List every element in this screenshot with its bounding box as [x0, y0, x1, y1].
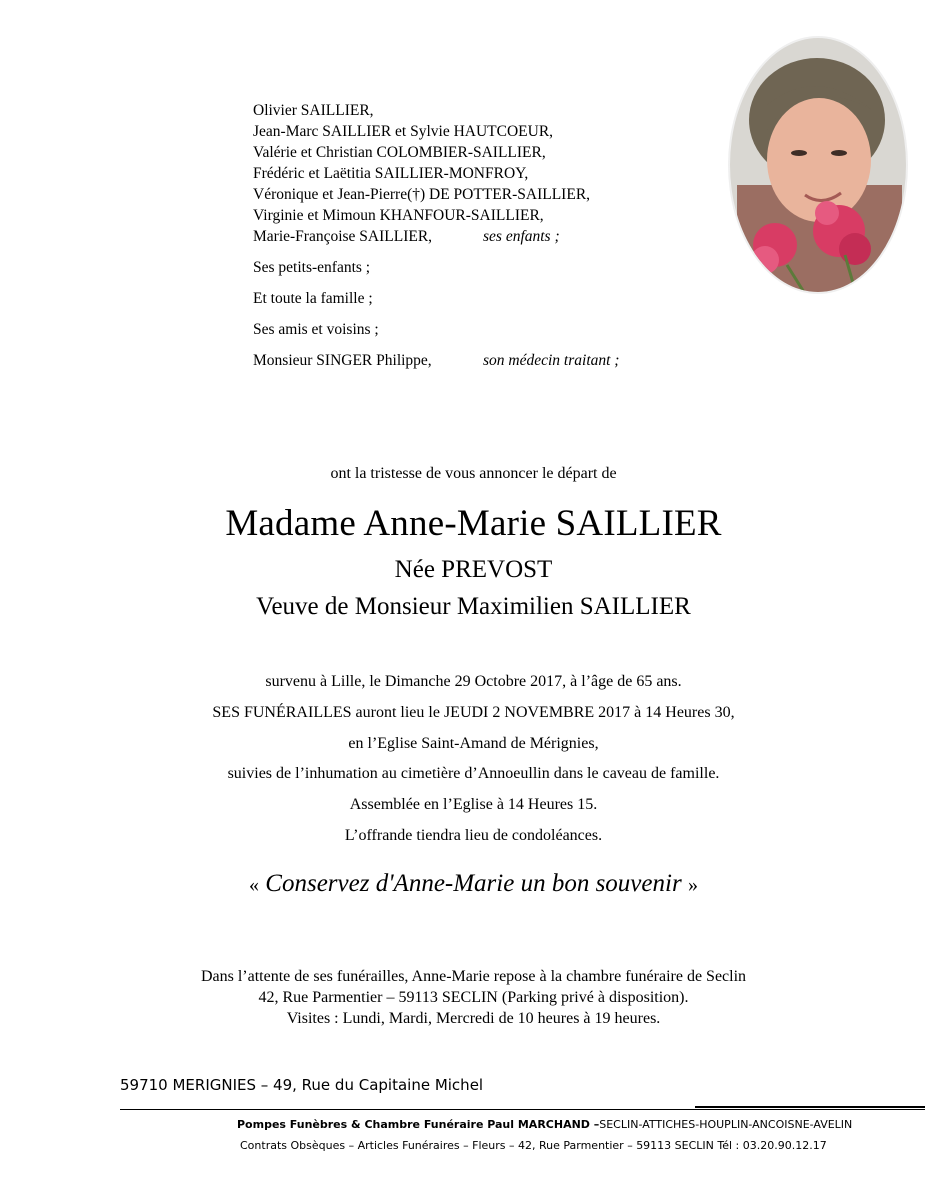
repose-info — [0, 966, 947, 1029]
repose-line: Dans l’attente de ses funérailles, Anne-Marie repose à la chambre funéraire de Seclin — [200, 968, 747, 985]
quote-text: Conservez d'Anne-Marie un bon souvenir — [265, 870, 682, 897]
details-line: Assemblée en l’Eglise à 14 Heures 15. — [349, 796, 598, 814]
divider — [695, 1106, 925, 1108]
friends-line: Ses amis et voisins ; — [253, 321, 379, 338]
family-child: Olivier SAILLIER, — [253, 102, 374, 119]
repose-line: Visites : Lundi, Mardi, Mercredi de 10 heures à 19 heures. — [286, 1010, 661, 1027]
birth-name: Née PREVOST — [394, 556, 553, 583]
family-child-row — [253, 226, 590, 247]
grandchildren-line: Ses petits-enfants ; — [253, 259, 371, 276]
family-line: Et toute la famille ; — [253, 290, 373, 307]
family-child: Véronique et Jean-Pierre(†) DE POTTER-SAILLIER, — [253, 186, 591, 203]
memorial-quote — [0, 870, 947, 898]
details-line: en l’Eglise Saint-Amand de Mérignies, — [348, 734, 599, 752]
face-shape — [767, 98, 871, 222]
funeral-home-locations: SECLIN-ATTICHES-HOUPLIN-ANCOISNE-AVELIN — [599, 1118, 853, 1131]
portrait-photo — [727, 35, 909, 295]
details-line: survenu à Lille, le Dimanche 29 Octobre 2017, à l’âge de 65 ans. — [265, 673, 682, 690]
family-list — [253, 100, 620, 371]
family-child: Jean-Marc SAILLIER et Sylvie HAUTCOEUR, — [253, 123, 554, 140]
funeral-details — [0, 667, 947, 852]
announcement: ont la tristesse de vous annoncer le départ de — [330, 465, 617, 482]
family-child: Marie-Françoise SAILLIER, — [253, 228, 433, 245]
details-line: L’offrande tiendra lieu de condoléances. — [344, 826, 603, 844]
funeral-home-name: Pompes Funèbres & Chambre Funéraire Paul MARCHAND – — [237, 1118, 600, 1131]
repose-line: 42, Rue Parmentier – 59113 SECLIN (Parking privé à disposition). — [258, 989, 689, 1006]
divider — [120, 1109, 925, 1110]
funeral-home-services: Contrats Obsèques – Articles Funéraires – Fleurs – 42, Rue Parmentier – 59113 SECLIN Tél : 03.20.90.12.17 — [240, 1139, 827, 1152]
children-role: ses enfants ; — [483, 228, 560, 245]
family-child: Valérie et Christian COLOMBIER-SAILLIER, — [253, 144, 546, 161]
funeral-home-line — [237, 1118, 852, 1131]
doctor-role: son médecin traitant ; — [483, 352, 620, 369]
details-line: suivies de l’inhumation au cimetière d’Annoeullin dans le caveau de famille. — [227, 765, 720, 783]
quote-open: « — [249, 874, 260, 896]
doctor-name: Monsieur SINGER Philippe, — [253, 352, 432, 369]
details-line: SES FUNÉRAILLES auront lieu le JEUDI 2 NOVEMBRE 2017 à 14 Heures 30, — [212, 703, 735, 721]
family-child: Frédéric et Laëtitia SAILLIER-MONFROY, — [253, 165, 529, 182]
doctor-row — [253, 350, 620, 371]
family-address: 59710 MERIGNIES – 49, Rue du Capitaine Michel — [120, 1076, 484, 1094]
quote-close: » — [687, 874, 698, 896]
family-child: Virginie et Mimoun KHANFOUR-SAILLIER, — [253, 207, 544, 224]
deceased-name: Madame Anne-Marie SAILLIER — [225, 503, 722, 544]
widow-of: Veuve de Monsieur Maximilien SAILLIER — [256, 593, 691, 620]
